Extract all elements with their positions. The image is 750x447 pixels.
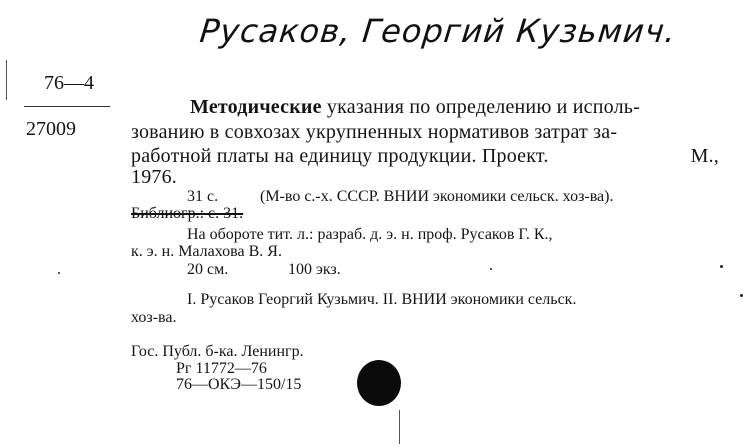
call-number-divider bbox=[24, 106, 110, 107]
title-line-1 bbox=[190, 96, 640, 119]
call-number-top: 76—4 bbox=[44, 72, 94, 94]
series-statement: (М-во с.-х. СССР. ВНИИ экономики сельск. хоз-ва). bbox=[260, 188, 614, 205]
title-line-3-text: работной платы на единицу продукции. Проект. bbox=[131, 145, 549, 167]
speck-mark bbox=[740, 294, 743, 297]
struck-bibliography-note: Библиогр.: с. 31. bbox=[131, 205, 244, 222]
call-number-bottom: 27009 bbox=[26, 118, 76, 140]
registration-number: Рг 11772—76 bbox=[176, 360, 267, 377]
left-edge-mark bbox=[6, 60, 7, 100]
collation-pages: 31 с. bbox=[187, 188, 219, 205]
title-line-2: зованию в совхозах укрупненных нормативов затрат за- bbox=[131, 121, 618, 143]
speck-mark bbox=[490, 268, 492, 270]
scan-mark-line bbox=[399, 410, 400, 444]
verso-note-line-1: На обороте тит. л.: разраб. д. э. н. проф. Русаков Г. К., bbox=[187, 226, 553, 243]
imprint-place: М., bbox=[690, 145, 719, 167]
ink-blot bbox=[357, 360, 401, 406]
handwritten-author-heading: Русаков, Георгий Кузьмич. bbox=[198, 12, 679, 50]
speck-mark bbox=[58, 272, 60, 274]
card-code: 76—ОКЭ—150/15 bbox=[176, 376, 302, 393]
tracings-line-2: хоз-ва. bbox=[131, 309, 177, 326]
title-line-3 bbox=[131, 145, 719, 168]
imprint-year: 1976. bbox=[131, 166, 177, 188]
library-name: Гос. Публ. б-ка. Ленингр. bbox=[131, 343, 304, 360]
speck-mark bbox=[720, 265, 723, 268]
tracings-line-1: I. Русаков Георгий Кузьмич. II. ВНИИ экономики сельск. bbox=[187, 291, 577, 308]
print-run: 100 экз. bbox=[288, 261, 341, 278]
title-line-1-rest: указания по определению и исполь- bbox=[326, 96, 640, 118]
verso-note-line-2: к. э. н. Малахова В. Я. bbox=[131, 243, 282, 260]
title-bold-word: Методические bbox=[190, 96, 322, 118]
size-height: 20 см. bbox=[187, 261, 229, 278]
